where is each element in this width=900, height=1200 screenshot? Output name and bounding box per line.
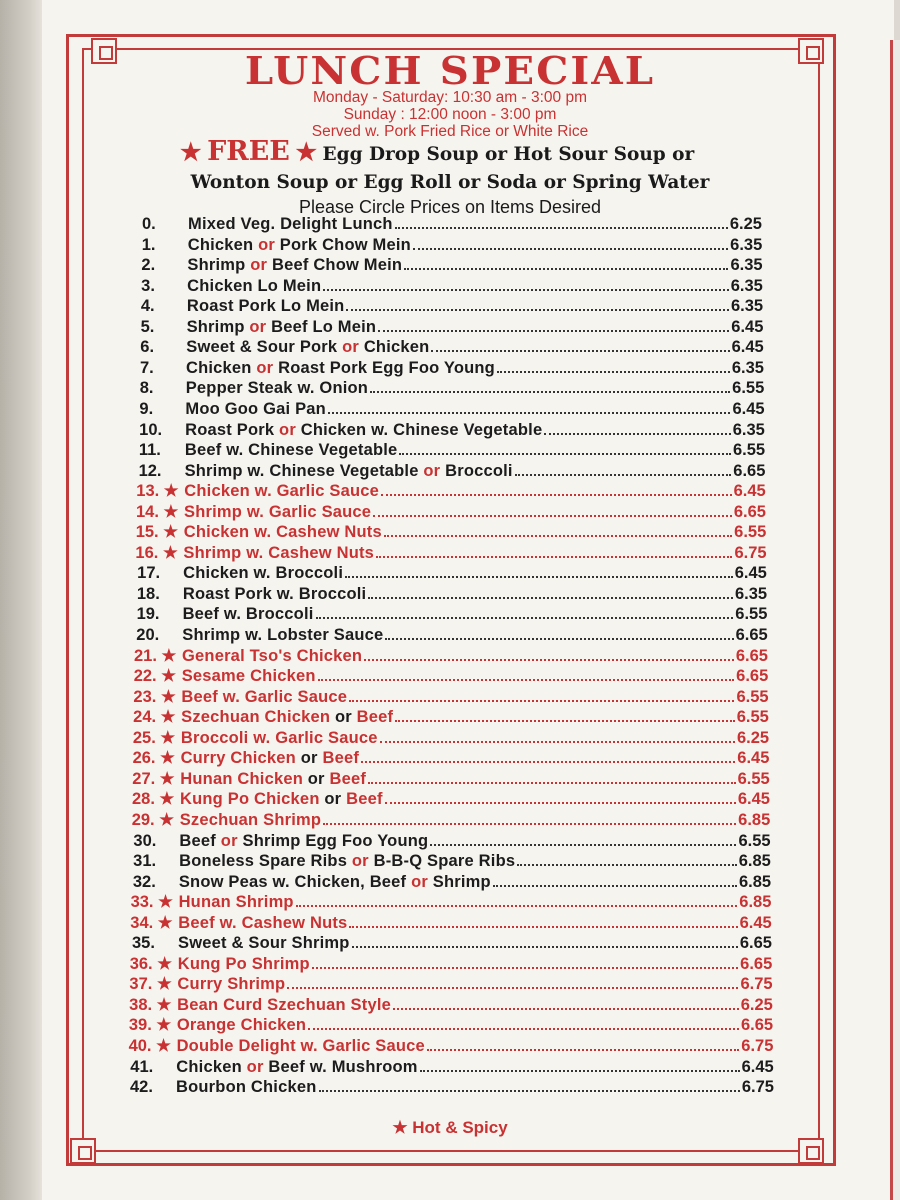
dot-leader	[493, 884, 737, 887]
menu-item-number: 25. ★	[132, 728, 176, 747]
dot-leader	[370, 390, 730, 393]
menu-item-price: 6.65	[733, 461, 766, 480]
page-title: LUNCH SPECIAL	[244, 48, 656, 93]
menu-item	[132, 728, 770, 748]
menu-item-number: 24. ★	[133, 708, 176, 727]
menu-item-price: 6.45	[731, 338, 764, 357]
menu-item	[128, 1015, 774, 1035]
menu-item-price: 6.75	[734, 543, 767, 562]
menu-item-name: Curry Shrimp	[177, 975, 286, 994]
menu-item	[134, 646, 768, 666]
menu-item-name: Shrimp or Beef Lo Mein	[186, 317, 377, 336]
menu-item-name: Shrimp w. Lobster Sauce	[182, 626, 384, 644]
menu-item-number: 17.	[137, 564, 161, 583]
menu-item-number: 1.	[141, 235, 156, 254]
instruction-text: Please Circle Prices on Items Desired	[298, 197, 602, 217]
menu-item-price: 6.65	[740, 954, 773, 973]
menu-item-number: 42.	[130, 1078, 153, 1097]
menu-item-name: Curry Chicken or Beef	[180, 749, 360, 768]
dot-leader	[349, 699, 734, 702]
menu-item-number: 41.	[130, 1057, 154, 1076]
menu-item	[135, 543, 767, 563]
dot-leader	[296, 904, 738, 907]
menu-item-name: Broccoli w. Garlic Sauce	[180, 728, 378, 747]
menu-item-number: 35.	[132, 934, 155, 953]
menu-item-name: Beef or Shrimp Egg Foo Young	[179, 831, 429, 850]
menu-item-price: 6.55	[733, 441, 766, 460]
menu-item	[139, 378, 765, 398]
menu-item-price: 6.35	[732, 420, 765, 439]
menu-item-price: 6.55	[736, 708, 769, 727]
menu-item	[136, 584, 768, 604]
menu-item	[132, 933, 772, 953]
menu-item-price: 6.85	[738, 810, 771, 829]
menu-item	[130, 892, 772, 912]
dot-leader	[323, 288, 728, 291]
dot-leader	[427, 1048, 739, 1051]
dot-leader	[413, 247, 728, 250]
menu-item-name: General Tso's Chicken	[182, 646, 363, 665]
dot-leader	[393, 1007, 739, 1010]
menu-item-name: Beef w. Garlic Sauce	[181, 687, 348, 706]
menu-item-price: 6.65	[733, 502, 766, 521]
menu-item-name: Chicken w. Broccoli	[183, 564, 344, 583]
menu-item-price: 6.45	[732, 399, 765, 418]
menu-item	[139, 399, 765, 419]
menu-item-name: Shrimp w. Garlic Sauce	[184, 502, 372, 521]
menu-item-number: 13. ★	[136, 482, 179, 501]
menu-item-name: Hunan Shrimp	[178, 893, 294, 912]
menu-item-name: Sweet & Sour Shrimp	[178, 934, 350, 953]
menu-item-name: Roast Pork Lo Mein	[186, 297, 345, 316]
dot-leader	[381, 493, 732, 496]
menu-item-price: 6.35	[731, 297, 764, 316]
menu-item	[140, 296, 764, 316]
menu-item	[130, 1057, 774, 1077]
menu-item-number: 15. ★	[135, 523, 179, 542]
dot-leader	[352, 945, 738, 948]
menu-item-number: 37. ★	[129, 975, 172, 994]
dot-leader	[287, 986, 738, 989]
menu-item	[133, 666, 769, 686]
menu-item-name: Hunan Chicken or Beef	[180, 769, 367, 788]
menu-item	[129, 995, 773, 1015]
menu-item-name: Chicken or Pork Chow Mein	[187, 235, 411, 254]
dot-leader	[395, 719, 735, 722]
dot-leader	[497, 370, 730, 373]
menu-item	[135, 522, 767, 542]
menu-item-name: Chicken Lo Mein	[187, 276, 322, 295]
menu-item-name: Shrimp w. Cashew Nuts	[183, 543, 375, 562]
menu-item-price: 6.55	[734, 523, 767, 542]
dot-leader	[312, 966, 738, 969]
menu-item	[140, 317, 764, 337]
menu-item-name: Moo Goo Gai Pan	[185, 399, 326, 418]
dot-leader	[385, 637, 733, 640]
menu-item	[138, 440, 766, 460]
dot-leader	[345, 575, 733, 578]
menu-item-name: Snow Peas w. Chicken, Beef or Shrimp	[178, 872, 491, 891]
menu-item-name: Boneless Spare Ribs or B-B-Q Spare Ribs	[179, 852, 516, 871]
menu-item-price: 6.45	[734, 564, 767, 583]
dot-leader	[420, 1069, 740, 1072]
menu-item-name: Chicken w. Garlic Sauce	[184, 482, 380, 501]
dot-leader	[373, 514, 732, 517]
menu-item-price: 6.85	[739, 872, 772, 891]
star-icon: ★	[295, 137, 317, 166]
corner-ornament-icon	[70, 1138, 96, 1164]
menu-item-number: 5.	[140, 317, 155, 336]
menu-item-number: 34. ★	[130, 913, 173, 932]
menu-item	[138, 461, 766, 481]
menu-item	[140, 337, 764, 357]
menu-item-name: Sweet & Sour Pork or Chicken	[186, 338, 430, 357]
menu-item-price: 6.25	[737, 728, 770, 747]
corner-ornament-icon	[798, 1138, 824, 1164]
menu-item-number: 4.	[140, 297, 155, 316]
menu-item	[140, 358, 764, 378]
menu-item-number: 20.	[136, 626, 160, 644]
menu-item-price: 6.65	[736, 667, 769, 686]
menu-item	[132, 872, 772, 892]
dot-leader	[515, 473, 732, 476]
dot-leader	[376, 555, 732, 558]
dot-leader	[316, 616, 734, 619]
menu-item	[132, 748, 770, 768]
menu-item	[136, 502, 766, 522]
menu-item-name: Beef w. Broccoli	[182, 605, 314, 624]
menu-item-name: Szechuan Chicken or Beef	[181, 708, 394, 727]
dot-leader	[318, 678, 734, 681]
menu-item-number: 29. ★	[131, 810, 175, 829]
menu-item-number: 0.	[142, 215, 156, 233]
menu-item-name: Roast Pork w. Broccoli	[182, 584, 367, 603]
menu-item-price: 6.65	[735, 646, 768, 665]
dot-leader	[380, 740, 735, 743]
menu-item-price: 6.55	[735, 605, 768, 624]
menu-item-number: 38. ★	[129, 995, 172, 1014]
menu-item-number: 31.	[133, 852, 157, 871]
dot-leader	[517, 863, 736, 866]
menu-item-price: 6.75	[740, 975, 773, 994]
menu-item	[133, 707, 769, 727]
menu-item-name: Chicken or Beef w. Mushroom	[176, 1057, 418, 1076]
menu-item-number: 2.	[141, 256, 156, 275]
menu-item-name: Shrimp or Beef Chow Mein	[187, 256, 403, 275]
menu-item	[131, 810, 771, 830]
menu-item	[133, 687, 769, 707]
menu-item-number: 39. ★	[128, 1016, 172, 1035]
menu-item-number: 33. ★	[130, 893, 173, 912]
free-offer-line-1	[180, 136, 740, 167]
menu-item-price: 6.45	[737, 790, 770, 809]
star-icon: ★	[180, 137, 202, 166]
menu-item-price: 6.65	[741, 1016, 774, 1035]
menu-item-name: Chicken w. Cashew Nuts	[183, 523, 382, 542]
menu-item-name: Bean Curd Szechuan Style	[177, 995, 391, 1014]
dot-leader	[364, 658, 734, 661]
menu-item-number: 9.	[139, 399, 154, 418]
menu-item-price: 6.35	[731, 358, 764, 377]
dot-leader	[395, 226, 728, 229]
menu-item	[129, 974, 773, 994]
menu-item-price: 6.65	[735, 626, 768, 644]
menu-item-number: 27. ★	[132, 769, 175, 788]
menu-item-number: 10.	[139, 420, 163, 439]
menu-item-price: 6.55	[737, 769, 770, 788]
menu-item-price: 6.55	[732, 379, 765, 398]
menu-item	[141, 255, 763, 275]
dot-leader	[385, 801, 736, 804]
menu-item-number: 22. ★	[133, 667, 177, 686]
hot-spicy-legend: ★ Hot & Spicy	[392, 1118, 508, 1137]
menu-item-name: Double Delight w. Garlic Sauce	[176, 1037, 425, 1055]
menu-item-price: 6.35	[730, 276, 763, 295]
menu-item	[137, 563, 767, 583]
menu-item-number: 40. ★	[128, 1037, 171, 1055]
menu-item-name: Shrimp w. Chinese Vegetable or Broccoli	[184, 461, 513, 480]
dot-leader	[431, 349, 729, 352]
dot-leader	[378, 329, 729, 332]
menu-item	[136, 604, 768, 624]
menu-item-number: 30.	[133, 831, 157, 850]
menu-item	[132, 789, 770, 809]
menu-item-name: Kung Po Shrimp	[177, 954, 310, 973]
menu-item-number: 19.	[136, 605, 160, 624]
printer-imprint	[884, 960, 898, 1160]
menu-item-number: 28. ★	[132, 790, 175, 809]
menu-item-number: 23. ★	[133, 687, 176, 706]
menu-item-name: Szechuan Shrimp	[179, 810, 322, 829]
menu-item-price: 6.55	[736, 687, 769, 706]
menu-item-price: 6.65	[739, 934, 772, 953]
dot-leader	[361, 760, 735, 763]
menu-item	[139, 420, 765, 440]
served-with-note: Served w. Pork Fried Rice or White Rice	[311, 123, 589, 140]
menu-item-number: 36. ★	[129, 954, 173, 973]
menu-item-price: 6.45	[739, 913, 772, 932]
menu-item-number: 14. ★	[136, 502, 179, 521]
menu-item-number: 8.	[139, 379, 154, 398]
menu-item	[136, 625, 768, 645]
free-offer-line-2: Wonton Soup or Egg Roll or Soda or Spring Water	[190, 172, 710, 193]
menu-item-number: 12.	[138, 461, 162, 480]
menu-item-price: 6.25	[729, 215, 762, 233]
menu-item-name: Chicken or Roast Pork Egg Foo Young	[186, 358, 495, 377]
dot-leader	[368, 781, 736, 784]
menu-item-price: 6.45	[733, 482, 766, 501]
menu-item-number: 7.	[140, 358, 154, 377]
dot-leader	[346, 308, 729, 311]
menu-item	[133, 831, 771, 851]
dot-leader	[384, 534, 732, 537]
dot-leader	[319, 1089, 740, 1092]
menu-item	[129, 954, 773, 974]
menu-item-number: 3.	[141, 276, 155, 295]
menu-item-name: Orange Chicken	[176, 1016, 307, 1035]
dot-leader	[430, 843, 736, 846]
menu-item-price: 6.45	[737, 749, 770, 768]
menu-item-number: 6.	[140, 338, 155, 357]
menu-item	[130, 913, 772, 933]
menu-item-price: 6.85	[738, 852, 771, 871]
menu-item	[141, 235, 763, 255]
menu-item-number: 18.	[136, 584, 160, 603]
dot-leader	[404, 267, 728, 270]
menu-item-name: Kung Po Chicken or Beef	[180, 790, 383, 809]
dot-leader	[399, 452, 731, 455]
menu-item	[133, 851, 771, 871]
menu-item	[130, 1077, 774, 1097]
menu-item-price: 6.85	[739, 893, 772, 912]
sunday-hours: Sunday : 12:00 noon - 3:00 pm	[343, 106, 557, 123]
menu-item-name: Sesame Chicken	[181, 667, 316, 686]
menu-item-price: 6.45	[741, 1057, 774, 1076]
menu-item	[128, 1036, 774, 1056]
menu-item-price: 6.75	[741, 1037, 774, 1055]
menu-item-price: 6.75	[741, 1078, 774, 1097]
dot-leader	[544, 432, 730, 435]
dot-leader	[328, 411, 731, 414]
menu-item	[141, 276, 763, 296]
menu-item-price: 6.35	[730, 235, 763, 254]
menu-item-name: Mixed Veg. Delight Lunch	[188, 215, 393, 233]
menu-item-number: 32.	[132, 872, 156, 891]
menu-item	[132, 769, 770, 789]
menu-item-price: 6.25	[740, 995, 773, 1014]
dot-leader	[308, 1027, 739, 1030]
menu-item-number: 21. ★	[134, 646, 177, 665]
menu-item-number: 11.	[138, 441, 161, 460]
free-offer-text: Egg Drop Soup or Hot Sour Soup or	[322, 144, 695, 165]
menu-item-number: 16. ★	[135, 543, 178, 562]
free-label: FREE	[207, 136, 290, 167]
dot-leader	[368, 596, 733, 599]
menu-item-name: Roast Pork or Chicken w. Chinese Vegetable	[185, 420, 543, 439]
dot-leader	[323, 822, 736, 825]
menu-item-name: Pepper Steak w. Onion	[185, 379, 369, 398]
menu-item-name: Bourbon Chicken	[176, 1078, 317, 1097]
menu-item-price: 6.55	[738, 831, 771, 850]
menu-item-number: 26. ★	[132, 749, 175, 768]
weekday-hours: Monday - Saturday: 10:30 am - 3:00 pm	[313, 89, 587, 106]
menu-item-price: 6.35	[735, 584, 768, 603]
dot-leader	[349, 925, 737, 928]
menu-item-price: 6.35	[730, 256, 763, 275]
menu-item-price: 6.45	[731, 317, 764, 336]
menu-item-name: Beef w. Chinese Vegetable	[184, 441, 398, 460]
menu-item-name: Beef w. Cashew Nuts	[178, 913, 348, 932]
menu-item	[142, 214, 762, 234]
menu-item	[136, 481, 766, 501]
